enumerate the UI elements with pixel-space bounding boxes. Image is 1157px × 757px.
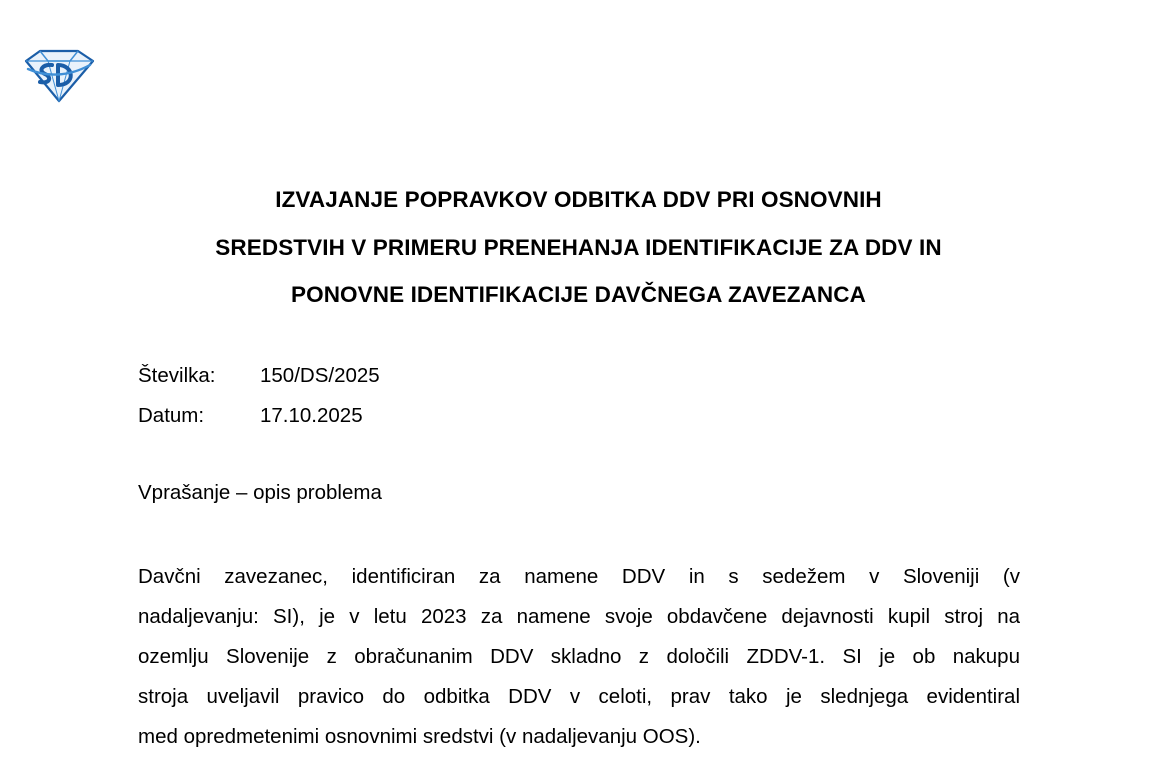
title-line: IZVAJANJE POPRAVKOV ODBITKA DDV PRI OSNOVNIH	[275, 187, 882, 212]
document-meta	[138, 356, 380, 436]
number-value: 150/DS/2025	[260, 364, 380, 387]
number-label: Številka:	[138, 364, 216, 387]
section-heading: Vprašanje – opis problema	[138, 481, 382, 504]
number-row	[138, 356, 380, 396]
title-line: SREDSTVIH V PRIMERU PRENEHANJA IDENTIFIKACIJE ZA DDV IN	[215, 234, 942, 260]
title-line: PONOVNE IDENTIFIKACIJE DAVČNEGA ZAVEZANCA	[291, 282, 866, 307]
date-row	[138, 396, 380, 436]
date-label: Datum:	[138, 404, 205, 427]
date-value: 17.10.2025	[260, 404, 363, 427]
financna-uprava-emblem-icon	[22, 47, 96, 105]
document-title	[0, 176, 1157, 319]
body-paragraph	[138, 557, 1020, 757]
body-line: med opredmetenimi osnovnimi sredstvi (v nadaljevanju OOS).	[138, 725, 701, 748]
body-line: ozemlju Slovenije z obračunanim DDV skladno z določili ZDDV-1. SI je ob nakupu	[138, 645, 1020, 668]
body-line: stroja uveljavil pravico do odbitka DDV v celoti, prav tako je slednjega evidentiral	[138, 685, 1020, 708]
body-line: nadaljevanju: SI), je v letu 2023 za namene svoje obdavčene dejavnosti kupil stroj na	[138, 605, 1020, 628]
body-line: Davčni zavezanec, identificiran za namene DDV in s sedežem v Sloveniji (v	[138, 565, 1020, 588]
